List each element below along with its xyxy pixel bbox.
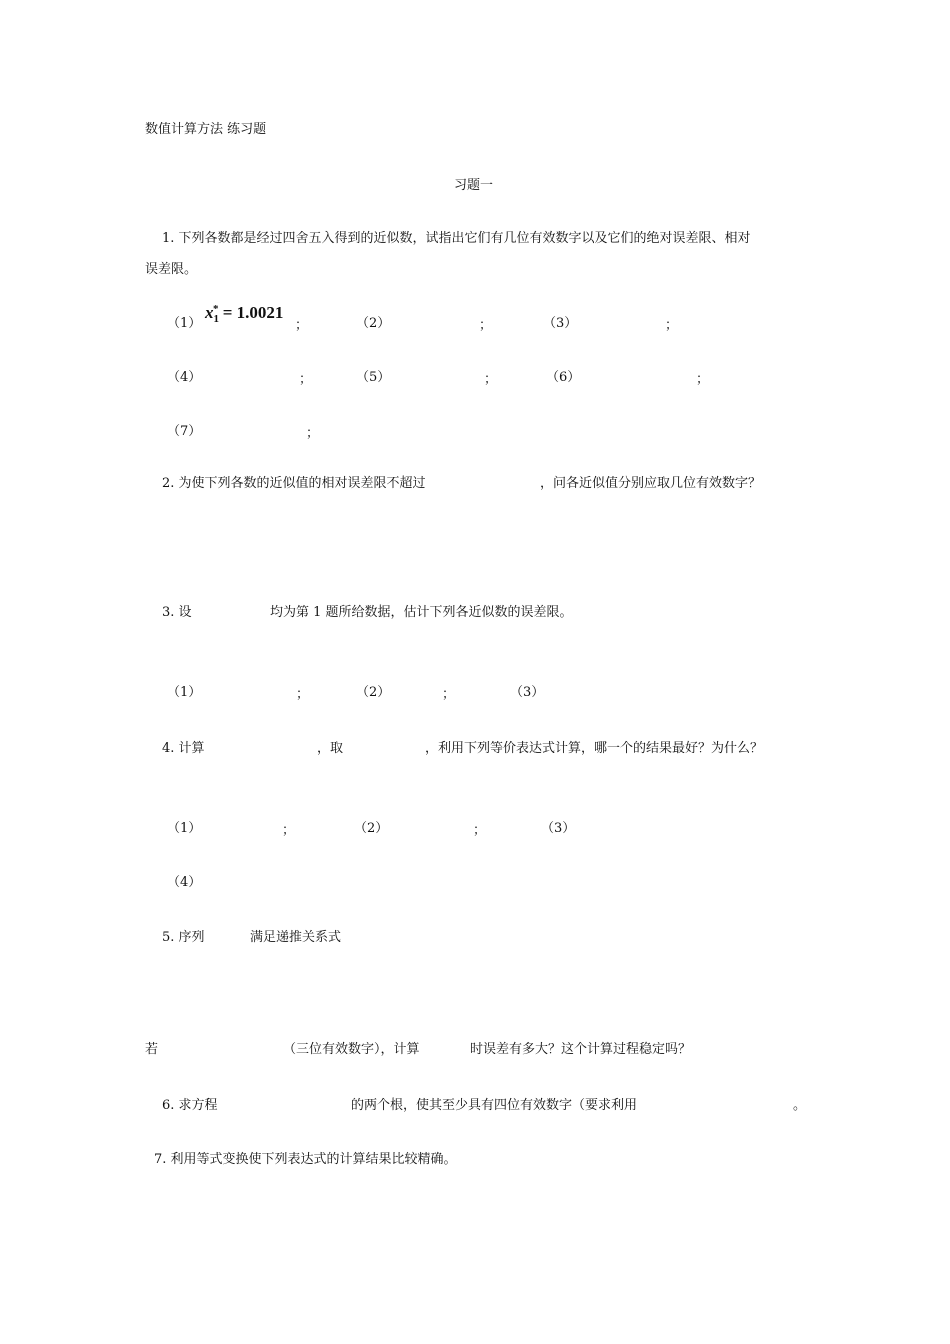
- q4-item-1: （1）: [167, 821, 202, 836]
- q1-item-5: （5）: [356, 370, 391, 385]
- q3-item-2: （2）: [356, 685, 391, 700]
- q1-separator-1: ；: [295, 318, 309, 333]
- q3-separator-2: ；: [442, 687, 456, 702]
- q7-text: 7. 利用等式变换使下列表达式的计算结果比较精确。: [154, 1152, 457, 1167]
- q1-item-7: （7）: [167, 424, 202, 439]
- q4-separator-2: ；: [473, 823, 487, 838]
- formula-rhs: = 1.0021: [218, 303, 284, 322]
- q1-item-6: （6）: [546, 370, 581, 385]
- q4-text-part1: 4. 计算: [162, 741, 205, 756]
- section-title: 习题一: [454, 178, 494, 193]
- q1-text-line1: 1. 下列各数都是经过四舍五入得到的近似数，试指出它们有几位有效数字以及它们的绝对误差限、相对: [162, 231, 751, 246]
- q4-separator-1: ；: [282, 823, 296, 838]
- q4-text-part3: ，利用下列等价表达式计算，哪一个的结果最好？为什么？: [425, 741, 764, 756]
- q1-separator-7: ；: [306, 426, 320, 441]
- q4-text-part2: ，取: [317, 741, 344, 756]
- q1-separator-5: ；: [484, 372, 498, 387]
- q2-text-part2: ，问各近似值分别应取几位有效数字？: [540, 476, 762, 491]
- q3-text-part1: 3. 设: [162, 605, 192, 620]
- q4-item-4: （4）: [167, 875, 202, 890]
- formula-superscript: *: [213, 303, 219, 315]
- q1-separator-3: ；: [665, 318, 679, 333]
- q2-text-part1: 2. 为使下列各数的近似值的相对误差限不超过: [162, 476, 426, 491]
- q6-text-part1: 6. 求方程: [162, 1098, 218, 1113]
- q1-item-1: （1）: [167, 316, 202, 331]
- q1-separator-2: ；: [479, 318, 493, 333]
- document-title: 数值计算方法 练习题: [145, 122, 267, 137]
- q5-text-part2: 满足递推关系式: [250, 930, 342, 945]
- q1-item-2: （2）: [356, 316, 391, 331]
- q1-item-4: （4）: [167, 370, 202, 385]
- q3-item-3: （3）: [510, 685, 545, 700]
- q6-text-part2: 的两个根，使其至少具有四位有效数字（要求利用: [351, 1098, 638, 1113]
- q1-item-3: （3）: [543, 316, 578, 331]
- q1-separator-6: ；: [696, 372, 710, 387]
- formula-subscript: 1: [213, 313, 219, 325]
- q3-item-1: （1）: [167, 685, 202, 700]
- q3-separator-1: ；: [296, 687, 310, 702]
- q6-text-part3: 。: [793, 1098, 807, 1113]
- q4-item-3: （3）: [541, 821, 576, 836]
- q1-formula: [205, 300, 283, 328]
- q5-line2-part2: （三位有效数字），计算: [283, 1042, 420, 1057]
- q5-line2-part1: 若: [145, 1042, 159, 1057]
- q5-line2-part3: 时误差有多大？这个计算过程稳定吗？: [470, 1042, 692, 1057]
- q3-text-part2: 均为第 1 题所给数据，估计下列各近似数的误差限。: [270, 605, 573, 620]
- q4-item-2: （2）: [354, 821, 389, 836]
- q1-separator-4: ；: [299, 372, 313, 387]
- formula-variable: x: [205, 303, 214, 322]
- q1-text-line2: 误差限。: [145, 262, 198, 277]
- q5-text-part1: 5. 序列: [162, 930, 205, 945]
